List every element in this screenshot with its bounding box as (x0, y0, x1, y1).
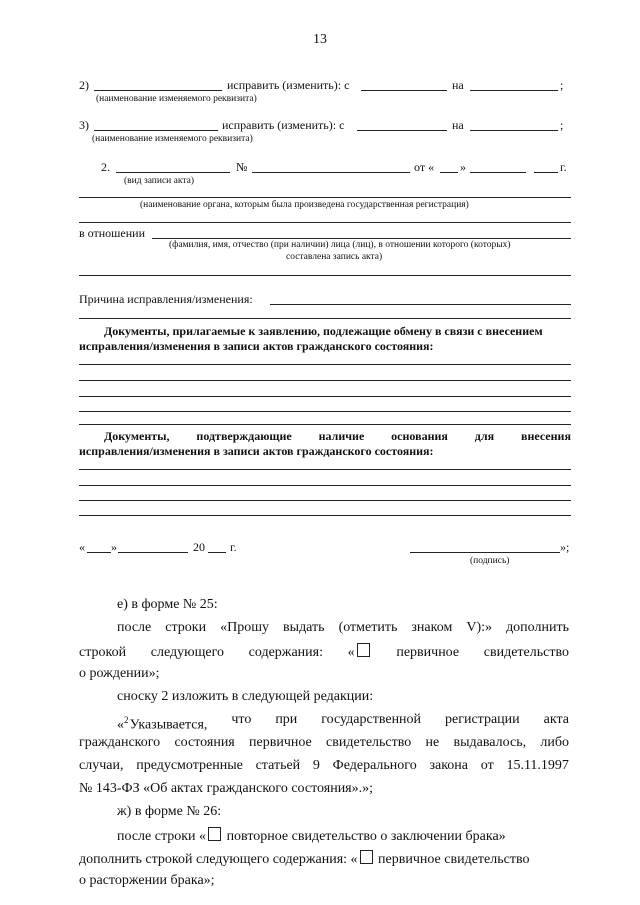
docs-confirm-word: внесения (520, 429, 571, 443)
docs-exchange-line-3[interactable] (79, 396, 571, 397)
act-number-field[interactable] (252, 172, 410, 173)
sign-day-field[interactable] (87, 552, 111, 553)
date-from-label: от « (414, 160, 435, 174)
docs-confirm-line-2[interactable] (79, 485, 571, 486)
organ-field[interactable] (79, 197, 571, 198)
text-word: регистрации (445, 712, 520, 727)
item-zh-line-1 (117, 827, 506, 845)
text-word: при (275, 712, 298, 727)
item-3-fix-label: исправить (изменить): с (222, 118, 345, 132)
docs-confirm-word: Документы, (104, 429, 170, 443)
item-e-heading: е) в форме № 25: (117, 597, 218, 612)
text-word: предусмотренные (136, 758, 243, 773)
docs-confirm-line-1[interactable] (79, 469, 571, 470)
item-2-to-field[interactable] (470, 90, 558, 91)
regarding-label: в отношении (79, 226, 146, 240)
footnote-mark: 2 (124, 715, 129, 725)
sign-date-open-quote: « (79, 540, 85, 554)
item-3-to-label: на (452, 118, 464, 132)
signature-field[interactable] (410, 552, 560, 553)
reason-label: Причина исправления/изменения: (79, 292, 253, 306)
text-word: случаи, (79, 758, 124, 773)
item-e-line-2 (79, 643, 569, 661)
text-word: выдавалось, (453, 735, 527, 750)
text-word: следующего (150, 645, 224, 660)
item-3-number: 3) (79, 118, 89, 132)
text-word: 9 (312, 758, 320, 773)
signature-end: »; (560, 540, 570, 554)
requisite-3-field[interactable] (94, 130, 218, 131)
text-word: 15.11.1997 (506, 758, 569, 773)
item-3-to-field[interactable] (470, 130, 558, 131)
docs-exchange-line-5[interactable] (79, 424, 571, 425)
footnote-line-3 (79, 758, 569, 774)
docs-exchange-line-4[interactable] (79, 411, 571, 412)
act-type-caption: (вид записи акта) (124, 176, 194, 186)
text-word: государственной (321, 712, 422, 727)
item-e-line-1 (117, 620, 569, 636)
item-zh-line-2 (79, 850, 529, 868)
text-word: закона (429, 758, 468, 773)
item-e-line-3: о рождении»; (79, 666, 160, 681)
reason-field-2[interactable] (79, 318, 571, 319)
text-word: гражданского (79, 735, 161, 750)
text-word: акта (543, 712, 569, 727)
text-word: что (231, 712, 252, 727)
year-label: г. (560, 160, 567, 174)
number-sign: № (236, 160, 248, 174)
text-word: знаком (411, 620, 453, 635)
item-zh-line-3: о расторжении брака»; (79, 873, 215, 888)
text-word: содержания: (248, 645, 323, 660)
docs-confirm-word: подтверждающие (196, 429, 292, 443)
text-word: первичное (249, 735, 312, 750)
sign-year-prefix: 20 (193, 540, 205, 554)
text-word: не (425, 735, 440, 750)
docs-confirm-word: основания (391, 429, 448, 443)
sign-date-close-quote: » (111, 540, 117, 554)
text-word: от (480, 758, 494, 773)
text-word: после (117, 620, 152, 635)
item-2-semicolon: ; (560, 78, 564, 92)
text-word: состояния (174, 735, 235, 750)
text-word: Указывается, (129, 717, 208, 733)
item-2-number: 2) (79, 78, 89, 92)
primary-divorce-certificate-checkbox[interactable] (360, 850, 373, 864)
act-year-field[interactable] (534, 172, 558, 173)
act-month-field[interactable] (470, 172, 526, 173)
item-3-semicolon: ; (560, 118, 564, 132)
act-number: 2. (101, 160, 110, 174)
text-word: статьей (255, 758, 301, 773)
text-word: выдать (283, 620, 325, 635)
act-day-field[interactable] (440, 172, 458, 173)
reason-field[interactable] (270, 304, 571, 305)
checkbox-group (348, 643, 372, 661)
text-word: свидетельство (326, 735, 412, 750)
item-2-requisite-caption: (наименование изменяемого реквизита) (96, 94, 257, 104)
sign-year-label: г. (230, 540, 237, 554)
person-caption-line1: (фамилия, имя, отчество (при наличии) лица (лиц), в отношении которого (которых) (169, 240, 511, 250)
text-word: либо (540, 735, 569, 750)
docs-confirm-heading-2: исправления/изменения в записи актов гражданского состояния: (79, 444, 434, 458)
regarding-field[interactable] (152, 238, 571, 239)
text-word: строкой (79, 645, 127, 660)
docs-exchange-line-2[interactable] (79, 380, 571, 381)
page-number: 13 (313, 32, 327, 47)
footnote-line-1 (117, 712, 569, 734)
regarding-field-2[interactable] (79, 275, 571, 276)
text-fragment: повторное свидетельство о заключении брака» (226, 829, 506, 844)
quote-open: « (347, 645, 355, 660)
docs-confirm-heading-1 (104, 429, 571, 443)
footnote-intro: сноску 2 изложить в следующей редакции: (117, 689, 374, 704)
text-fragment: после строки « (117, 829, 207, 844)
quote-open: « (117, 717, 124, 733)
text-word: (отметить (338, 620, 398, 635)
footnote-first-word (117, 712, 207, 734)
text-word: V):» (466, 620, 493, 635)
footnote-line-4: № 143-ФЗ «Об актах гражданского состояния».»; (79, 781, 374, 796)
act-type-field[interactable] (116, 172, 230, 173)
text-word: строки (165, 620, 207, 635)
person-caption-line2: составлена запись акта) (286, 252, 383, 262)
text-fragment: первичное свидетельство (378, 852, 530, 867)
primary-certificate-checkbox[interactable] (357, 643, 370, 657)
text-fragment: дополнить строкой следующего содержания: « (79, 852, 358, 867)
item-3-requisite-caption: (наименование изменяемого реквизита) (92, 134, 253, 144)
item-2-fix-label: исправить (изменить): с (227, 78, 350, 92)
docs-exchange-heading-1: Документы, прилагаемые к заявлению, подлежащие обмену в связи с внесением (104, 324, 543, 338)
text-word: свидетельство (483, 645, 569, 660)
text-word: «Прошу (220, 620, 270, 635)
organ-field-2[interactable] (79, 222, 571, 223)
docs-confirm-word: для (474, 429, 495, 443)
footnote-line-2 (79, 735, 569, 751)
text-word: Федерального (332, 758, 417, 773)
item-zh-heading: ж) в форме № 26: (117, 804, 222, 819)
docs-exchange-line-1[interactable] (79, 364, 571, 365)
organ-caption: (наименование органа, которым была произведена государственная регистрация) (140, 200, 469, 210)
sign-year-field[interactable] (208, 552, 226, 553)
sign-month-field[interactable] (118, 552, 188, 553)
signature-caption: (подпись) (470, 556, 510, 566)
item-3-from-field[interactable] (357, 130, 447, 131)
date-quote-close: » (460, 160, 466, 174)
docs-confirm-word: наличие (318, 429, 365, 443)
item-2-to-label: на (452, 78, 464, 92)
repeat-certificate-checkbox[interactable] (208, 827, 221, 841)
docs-exchange-heading-2: исправления/изменения в записи актов гражданского состояния: (79, 339, 434, 353)
text-word: дополнить (506, 620, 569, 635)
text-word: первичное (396, 645, 460, 660)
docs-confirm-line-3[interactable] (79, 500, 571, 501)
docs-confirm-line-4[interactable] (79, 515, 571, 516)
item-2-from-field[interactable] (361, 90, 447, 91)
requisite-2-field[interactable] (94, 90, 222, 91)
